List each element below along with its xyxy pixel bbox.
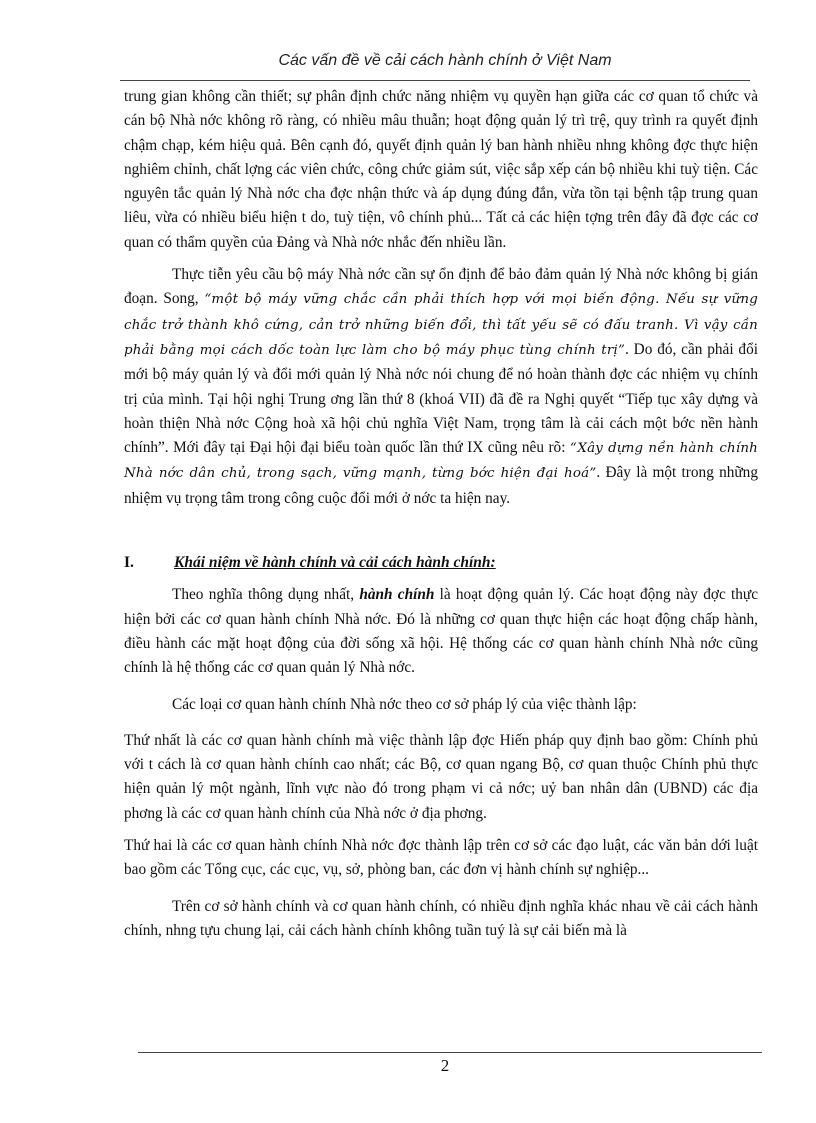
paragraph-2-text-b: . Do đó, cần phải đổi mới bộ máy quản lý và đổi mới quản lý Nhà nớc nói chung để nó hoàn thành đợc các nhiệm vụ chính trị của mình. Tại hội nghị Trung ơng lần thứ 8 (khoá VII) đã đề ra Nghị quyết “Tiếp tục xây dựng và hoàn thiện Nhà nớc Cộng hoà xã hội chủ nghĩa Việt Nam, trọng tâm là cải cách một bớc nền hành chính”. Mới đây tại Đại hội đại biểu toàn quốc lần thứ IX cũng nêu rõ: [124, 340, 758, 457]
paragraph-7: Thứ hai là các cơ quan hành chính Nhà nớc đợc thành lập trên cơ sở các đạo luật, các văn bản dới luật bao gồm các Tổng cục, các cục, vụ, sở, phòng ban, các đơn vị hành chính sự nghiệp... [124, 837, 758, 879]
paragraph-2-text-a: Thực tiễn yêu cầu bộ máy Nhà nớc cần sự ổn định để bảo đảm quản lý Nhà nớc không bị gián đoạn. Song, [124, 266, 758, 308]
paragraph-4-term: hành chính [359, 586, 435, 604]
paragraph-4-text-b: là hoạt động quản lý. Các hoạt động này đợc thực hiện bởi các cơ quan hành chính Nhà nớc. Đó là những cơ quan thực hiện các hoạt động chấp hành, điều hành các mặt hoạt động của đời sống xã hội. Hệ thống các cơ quan hành chính Nhà nớc cũng chính là hệ thống các cơ quan quản lý Nhà nớc. [124, 586, 758, 677]
paragraph-2-quote-2: “Xây dựng nền hành chính Nhà nớc dân chủ, trong sạch, vững mạnh, từng bớc hiện đại hoá” [124, 441, 758, 482]
paragraph-4 [124, 583, 758, 680]
document-body [124, 85, 758, 943]
section-heading [124, 551, 758, 575]
page-header-title: Các vấn đề về cải cách hành chính ở Việt Nam [278, 52, 612, 69]
paragraph-2-quote: “một bộ máy vững chắc cần phải thích hợp với mọi biến động. Nếu sự vững chắc trở thành khô cứng, cản trở những biến đổi, thì tất yếu sẽ có đấu tranh. Vì vậy cần phải bằng mọi cách dốc toàn lực làm cho bộ máy phục tùng chính trị” [124, 292, 758, 358]
paragraph-8: Trên cơ sở hành chính và cơ quan hành chính, có nhiều định nghĩa khác nhau về cải cách hành chính, nhng tựu chung lại, cải cách hành chính không tuần tuý là sự cải biến mà là [124, 897, 758, 939]
paragraph-4-text-a: Theo nghĩa thông dụng nhất, [172, 586, 360, 604]
paragraph-6: Thứ nhất là các cơ quan hành chính mà việc thành lập đợc Hiến pháp quy định bao gồm: Chính phủ với t cách là cơ quan hành chính cao nhất; các Bộ, cơ quan ngang Bộ, cơ quan thuộc Chính phủ thực hiện quản lý một ngành, lĩnh vực nào đó trong phạm vi cả nớc; uỷ ban nhân dân (UBND) các địa phơng là các cơ quan hành chính của Nhà nớc ở địa phơng. [124, 731, 758, 822]
paragraph-5: Các loại cơ quan hành chính Nhà nớc theo cơ sở pháp lý của việc thành lập: [172, 695, 637, 713]
page-number: 2 [440, 1056, 450, 1075]
paragraph-2 [124, 263, 758, 511]
paragraph-2-text-c: . Đây là một trong những nhiệm vụ trọng tâm trong công cuộc đổi mới ở nớc ta hiện nay. [124, 464, 758, 507]
footer-divider [138, 1052, 762, 1053]
section-number: I. [124, 554, 134, 572]
header-divider [120, 80, 750, 81]
paragraph-1: trung gian không cần thiết; sự phân định chức năng nhiệm vụ quyền hạn giữa các cơ quan tổ chức và cán bộ Nhà nớc không rõ ràng, có nhiều mâu thuẫn; hoạt động quản lý trì trệ, quy trình ra quyết định chậm chạp, kém hiệu quả. Bên cạnh đó, quyết định quản lý ban hành nhiều nhng không đợc thực hiện nghiêm chỉnh, chất lợng các viên chức, công chức giảm sút, việc sắp xếp cán bộ nhiều khi tuỳ tiện. Các nguyên tắc quản lý Nhà nớc cha đợc nhận thức và áp dụng đúng đắn, vừa tồn tại bệnh tập trung quan liêu, vừa có nhiều biểu hiện t do, tuỳ tiện, vô chính phủ... Tất cả các hiện tợng trên đây đã đợc các cơ quan có thẩm quyền của Đảng và Nhà nớc nhắc đến nhiều lần. [124, 88, 758, 251]
section-title: Khái niệm về hành chính và cải cách hành chính: [174, 554, 496, 572]
